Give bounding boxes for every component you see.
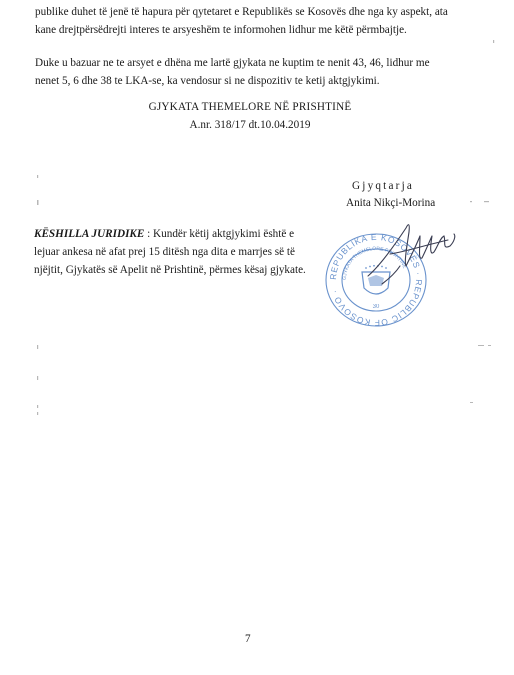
seal-inner-text: GJYKATA THEMELORE PRISHTINË — [341, 245, 408, 281]
paragraph-legal-basis — [35, 54, 467, 90]
case-reference: A.nr. 318/17 dt.10.04.2019 — [189, 119, 311, 131]
judge-title: Gjyqtarja — [352, 180, 415, 192]
paragraph-line: kane drejtpërsëdrejti interes te arsyeshëm te informohen lidhur me këtë përmbajtje. — [35, 24, 407, 36]
legal-advice-paragraph — [34, 225, 316, 279]
paragraph-transparency — [35, 3, 467, 39]
court-name: GJYKATA THEMELORE NË PRISHTINË — [148, 101, 352, 113]
paragraph-line: publike duhet të jenë të hapura për qytetaret e Republikës se Kosovës dhe nga ky aspekt, ata — [35, 6, 448, 18]
page-number: 7 — [245, 633, 251, 645]
legal-advice-line: njëjtit, Gjykatës së Apelit në Prishtinë, përmes kësaj gjykate. — [34, 264, 306, 276]
judge-signature — [360, 206, 460, 290]
legal-advice-label: KËSHILLA JURIDIKE — [34, 228, 145, 240]
seal-outer-text: REPUBLIKA E KOSOVËS · REPUBLIC OF KOSOVO · — [327, 232, 425, 328]
legal-advice-line: lejuar ankesa në afat prej 15 ditësh nga dita e marrjes së të — [34, 246, 295, 258]
seal-number: 30 — [372, 304, 380, 310]
paragraph-line: Duke u bazuar ne te arsyet e dhëna me lartë gjykata ne kuptim te nenit 43, 46, lidhur me — [35, 57, 430, 69]
paragraph-line: nenet 5, 6 dhe 38 te LKA-se, ka vendosur si ne dispozitiv te ketij aktgjykimi. — [35, 75, 380, 87]
judge-name: Anita Nikçi-Morina — [346, 197, 436, 209]
legal-advice-line: : Kundër këtij aktgjykimi është e — [144, 228, 295, 240]
